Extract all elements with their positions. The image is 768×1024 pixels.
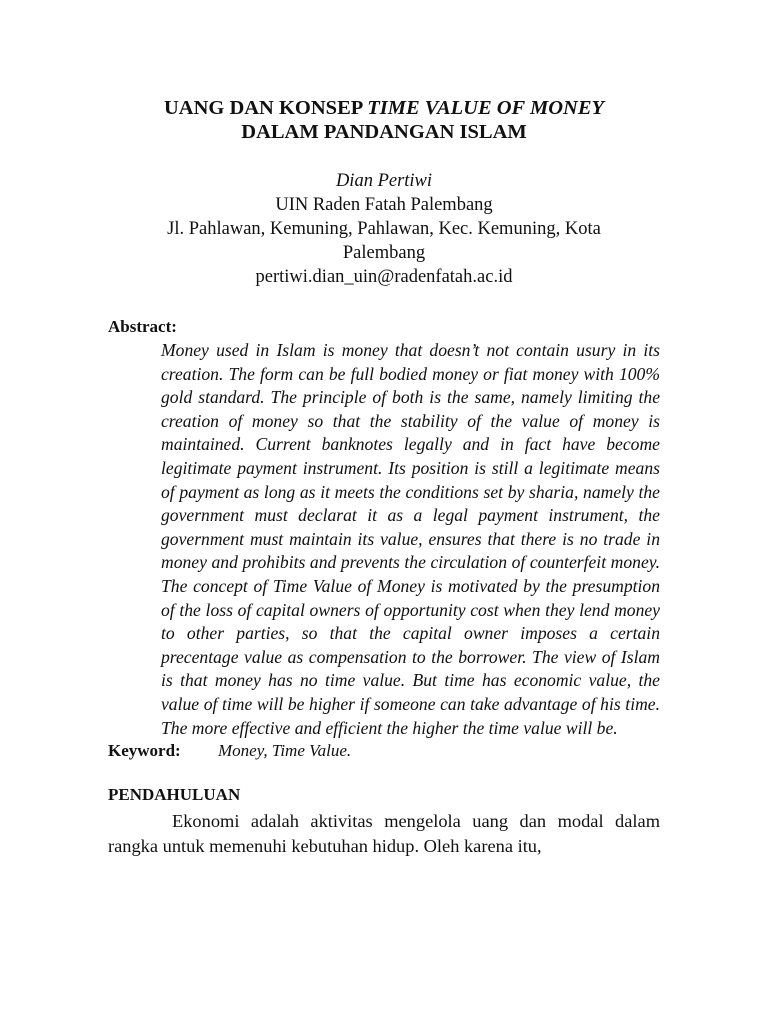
- keyword-label: Keyword:: [108, 741, 181, 761]
- title-line1-prefix: UANG DAN KONSEP: [163, 97, 368, 119]
- title-line2: DALAM PANDANGAN ISLAM: [241, 121, 527, 143]
- author-address-line2: Palembang: [342, 243, 426, 263]
- section-paragraph: Ekonomi adalah aktivitas mengelola uang dan modal dalam rangka untuk memenuhi kebutuhan hidup. Oleh karena itu,: [108, 811, 660, 857]
- title-line1-italic: TIME VALUE OF MONEY: [367, 97, 605, 119]
- author-address-line1: Jl. Pahlawan, Kemuning, Pahlawan, Kec. Kemuning, Kota: [167, 219, 601, 239]
- abstract-heading: Abstract:: [108, 317, 177, 336]
- paper-title: [108, 96, 660, 144]
- author-name: Dian Pertiwi: [335, 171, 433, 191]
- author-institution: UIN Raden Fatah Palembang: [275, 195, 493, 215]
- keyword-row: [108, 740, 660, 762]
- author-block: [108, 169, 660, 289]
- abstract-text: Money used in Islam is money that doesn’t not contain usury in its creation. The form can be full bodied money or fiat money with 100% gold standard. The principle of both is the same, namely limiting the creation of money so that the stability of the value of money is maintained. Current banknotes legally and in fact have become legitimate payment instrument. Its position is still a legitimate means of payment as long as it meets the conditions set by sharia, namely the government must declarat it as a legal payment instrument, the government must maintain its value, ensures that there is no trade in money and prohibits and prevents the circulation of counterfeit money. The concept of Time Value of Money is motivated by the presumption of the loss of capital owners of opportunity cost when they lend money to other parties, so that the capital owner imposes a certain precentage value as compensation to the borrower. The view of Islam is that money has no time value. But time has economic value, the value of time will be higher if someone can take advantage of his time. The more effective and efficient the higher the time value will be.: [161, 340, 660, 738]
- author-email: pertiwi.dian_uin@radenfatah.ac.id: [255, 267, 513, 287]
- keyword-value: Money, Time Value.: [218, 741, 352, 761]
- section-heading: PENDAHULUAN: [108, 785, 241, 805]
